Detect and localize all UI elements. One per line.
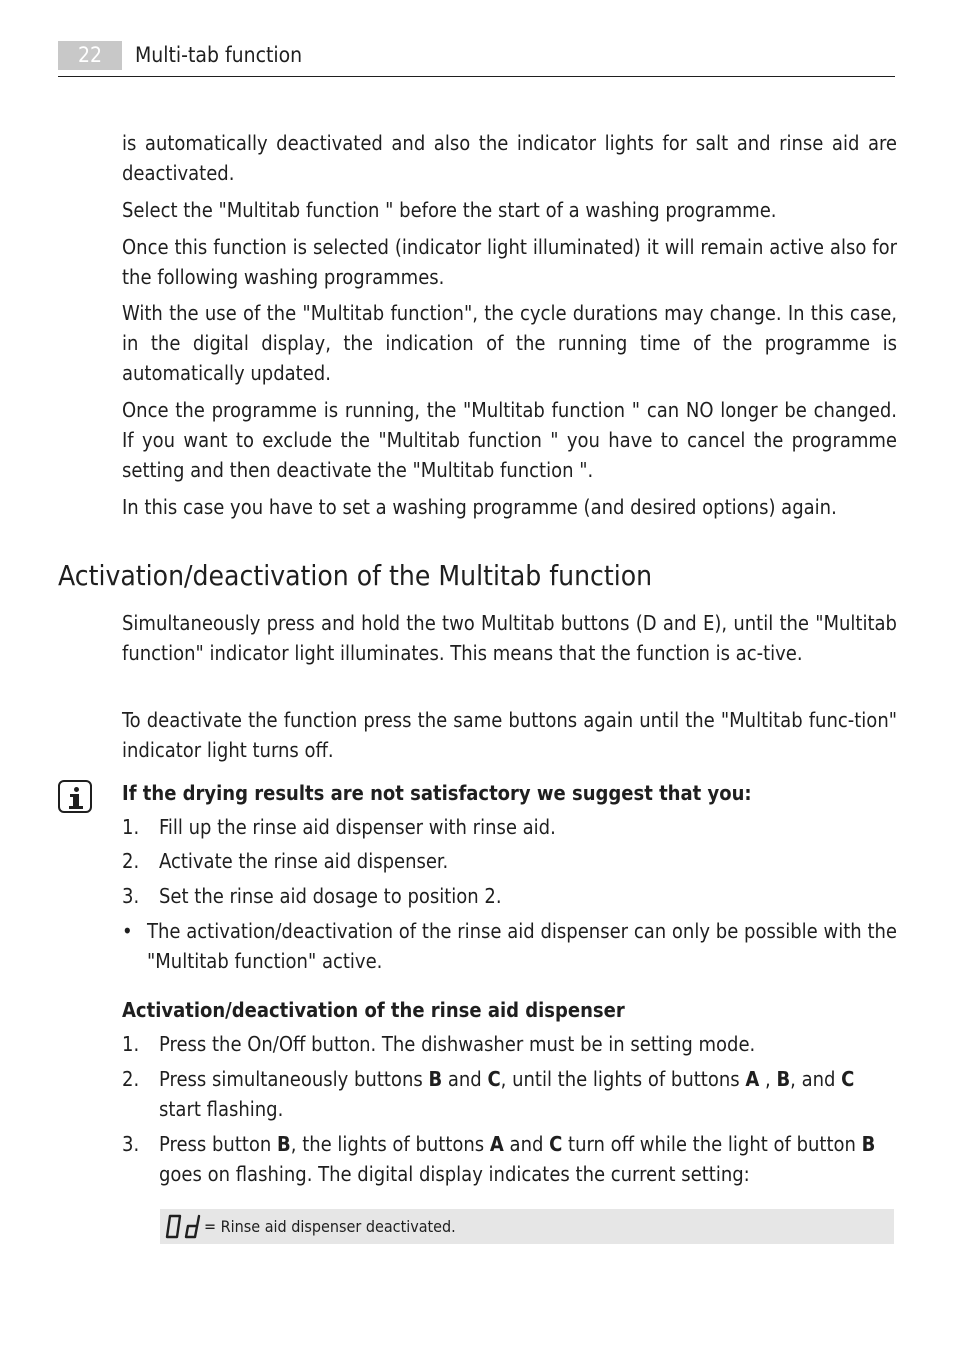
section-paragraph-2: To deactivate the function press the same buttons again until the "Multitab func-tion" indicator light turns off. bbox=[122, 708, 897, 762]
step-text: Fill up the rinse aid dispenser with rinse aid. bbox=[159, 815, 556, 839]
running-head: Multi-tab function bbox=[135, 43, 303, 67]
info-icon bbox=[58, 780, 92, 813]
rinse-step-1 bbox=[122, 1029, 897, 1059]
display-setting-box bbox=[160, 1209, 894, 1244]
button-label-b: B bbox=[277, 1132, 291, 1156]
page-number: 22 bbox=[58, 41, 122, 70]
button-label-c: C bbox=[841, 1067, 855, 1091]
button-label-b: B bbox=[428, 1067, 443, 1091]
intro-paragraph-3: Once this function is selected (indicator light illuminated) it will remain active also for the following washing programmes. bbox=[122, 235, 897, 289]
info-title: If the drying results are not satisfactory we suggest that you: bbox=[122, 781, 752, 805]
info-step-2 bbox=[122, 846, 897, 876]
step-number: 3. bbox=[122, 1132, 140, 1156]
intro-paragraph-6: In this case you have to set a washing programme (and desired options) again. bbox=[122, 495, 837, 519]
info-bullet bbox=[122, 916, 897, 976]
rinse-heading: Activation/deactivation of the rinse aid dispenser bbox=[122, 998, 625, 1022]
button-label-b: B bbox=[861, 1132, 876, 1156]
info-step-3 bbox=[122, 881, 897, 911]
button-label-a: A bbox=[489, 1132, 504, 1156]
step-number: 2. bbox=[122, 849, 140, 873]
seven-segment-display-icon bbox=[164, 1213, 206, 1240]
step-number: 3. bbox=[122, 884, 140, 908]
button-label-c: C bbox=[487, 1067, 501, 1091]
button-label-c: C bbox=[549, 1132, 563, 1156]
rinse-step-3 bbox=[122, 1129, 897, 1189]
step-number: 1. bbox=[122, 815, 140, 839]
bullet-mark: • bbox=[122, 919, 133, 943]
display-description: = Rinse aid dispenser deactivated. bbox=[204, 1217, 456, 1236]
step-number: 1. bbox=[122, 1032, 140, 1056]
intro-paragraph-2: Select the "Multitab function " before the start of a washing programme. bbox=[122, 198, 777, 222]
button-label-b: B bbox=[776, 1067, 791, 1091]
step-text: Press the On/Off button. The dishwasher must be in setting mode. bbox=[159, 1032, 756, 1056]
intro-paragraph-4: With the use of the "Multitab function", the cycle durations may change. In this case, in the digital display, the indication of the running time of the programme is automatically updated. bbox=[122, 301, 897, 385]
step-text: Press simultaneously buttons B and C, until the lights of buttons A , B, and C start flashing. bbox=[159, 1067, 855, 1121]
step-text: Activate the rinse aid dispenser. bbox=[159, 849, 449, 873]
step-text: Press button B, the lights of buttons A and C turn off while the light of button B goes on flashing. The digital display indicates the current setting: bbox=[159, 1132, 876, 1186]
intro-paragraph-5: Once the programme is running, the "Multitab function " can NO longer be changed. If you want to exclude the "Multitab function " you have to cancel the programme setting and then deactivate the "Multitab function ". bbox=[122, 398, 897, 482]
intro-paragraph-1: is automatically deactivated and also the indicator lights for salt and rinse aid are deactivated. bbox=[122, 131, 897, 185]
button-label-a: A bbox=[745, 1067, 760, 1091]
section-paragraph-1: Simultaneously press and hold the two Multitab buttons (D and E), until the "Multitab function" indicator light illuminates. This means that the function is ac-tive. bbox=[122, 611, 897, 665]
rinse-step-2 bbox=[122, 1064, 897, 1124]
info-step-1 bbox=[122, 812, 897, 842]
section-heading: Activation/deactivation of the Multitab function bbox=[58, 559, 653, 592]
bullet-text: The activation/deactivation of the rinse aid dispenser can only be possible with the "Multitab function" active. bbox=[147, 919, 897, 973]
step-number: 2. bbox=[122, 1067, 140, 1091]
step-text: Set the rinse aid dosage to position 2. bbox=[159, 884, 502, 908]
page-header bbox=[58, 41, 895, 77]
